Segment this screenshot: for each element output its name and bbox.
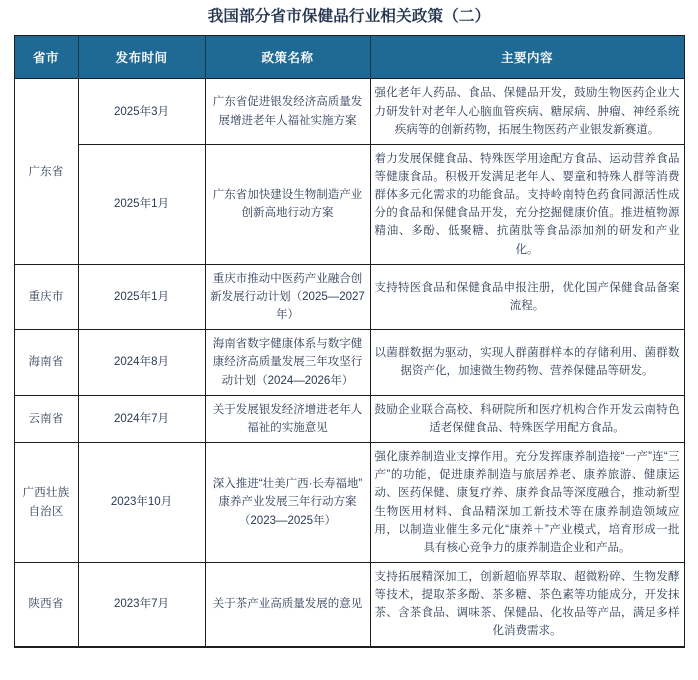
cell-policy-name: 广东省促进银发经济高质量发展增进老年人福祉实施方案 bbox=[205, 79, 370, 144]
cell-province: 海南省 bbox=[14, 330, 78, 395]
cell-content: 鼓励企业联合高校、科研院所和医疗机构合作开发云南特色适老保健食品、特殊医学用配方食品。 bbox=[370, 395, 684, 442]
cell-content: 支持特医食品和保健食品申报注册，优化国产保健食品备案流程。 bbox=[370, 264, 684, 329]
cell-policy-name: 关于发展银发经济增进老年人福祉的实施意见 bbox=[205, 395, 370, 442]
table-row bbox=[14, 330, 684, 395]
policy-table bbox=[14, 35, 685, 647]
cell-province: 广东省 bbox=[14, 79, 78, 264]
cell-date: 2024年7月 bbox=[78, 395, 205, 442]
cell-date: 2023年7月 bbox=[78, 562, 205, 646]
cell-content: 着力发展保健食品、特殊医学用途配方食品、运动营养食品等健康食品。积极开发满足老年人、婴童和特殊人群等消费群体多元化需求的功能食品。支持岭南特色药食同源活性成分的食品和保健食品开发，充分挖掘健康价值。推进植物源精油、多酚、低聚糖、抗菌肽等食品添加剂的研发和产业化。 bbox=[370, 144, 684, 264]
column-header-date: 发布时间 bbox=[78, 36, 205, 79]
table-row bbox=[14, 264, 684, 329]
cell-content: 强化康养制造业支撑作用。充分发挥康养制造接“一产”连“三产”的功能，促进康养制造与旅居养老、康养旅游、健康运动、医药保健、康复疗养、康养食品等深度融合，推动新型生物医用材料、食品精深加工新技术等在康养制造领域应用，以制造业催生多元化“康养＋”产业模式，培育形成一批具有核心竞争力的康养制造企业和产品。 bbox=[370, 443, 684, 563]
cell-province: 广西壮族自治区 bbox=[14, 443, 78, 563]
table-body bbox=[14, 79, 684, 647]
cell-date: 2025年1月 bbox=[78, 144, 205, 264]
column-header-policy-name: 政策名称 bbox=[205, 36, 370, 79]
page-title: 我国部分省市保健品行业相关政策（二） bbox=[207, 8, 491, 25]
cell-province: 云南省 bbox=[14, 395, 78, 442]
cell-content: 以菌群数据为驱动，实现人群菌群样本的存储利用、菌群数据资产化，加速微生物药物、营养保健品等研发。 bbox=[370, 330, 684, 395]
cell-content: 支持拓展精深加工，创新超临界萃取、超微粉碎、生物发酵等技术，提取茶多酚、茶多糖、茶色素等功能成分，开发抹茶、含茶食品、调味茶、保健品、化妆品等产品，满足多样化消费需求。 bbox=[370, 562, 684, 646]
column-header-content: 主要内容 bbox=[370, 36, 684, 79]
table-row bbox=[14, 79, 684, 144]
cell-policy-name: 关于茶产业高质量发展的意见 bbox=[205, 562, 370, 646]
table-header bbox=[14, 36, 684, 79]
cell-content: 强化老年人药品、食品、保健品开发，鼓励生物医药企业大力研发针对老年人心脑血管疾病、糖尿病、肿瘤、神经系统疾病等的创新药物，拓展生物医药产业银发新赛道。 bbox=[370, 79, 684, 144]
table-row bbox=[14, 562, 684, 646]
cell-date: 2025年3月 bbox=[78, 79, 205, 144]
table-row bbox=[14, 395, 684, 442]
table-header-row bbox=[14, 36, 684, 79]
cell-date: 2023年10月 bbox=[78, 443, 205, 563]
cell-policy-name: 海南省数字健康体系与数字健康经济高质量发展三年攻坚行动计划（2024—2026年） bbox=[205, 330, 370, 395]
cell-policy-name: 广东省加快建设生物制造产业创新高地行动方案 bbox=[205, 144, 370, 264]
cell-date: 2024年8月 bbox=[78, 330, 205, 395]
cell-province: 重庆市 bbox=[14, 264, 78, 329]
table-row bbox=[14, 443, 684, 563]
cell-policy-name: 深入推进“壮美广西·长寿福地”康养产业发展三年行动方案（2023—2025年） bbox=[205, 443, 370, 563]
cell-date: 2025年1月 bbox=[78, 264, 205, 329]
table-row bbox=[14, 144, 684, 264]
cell-province: 陕西省 bbox=[14, 562, 78, 646]
cell-policy-name: 重庆市推动中医药产业融合创新发展行动计划（2025—2027年） bbox=[205, 264, 370, 329]
column-header-province: 省市 bbox=[14, 36, 78, 79]
